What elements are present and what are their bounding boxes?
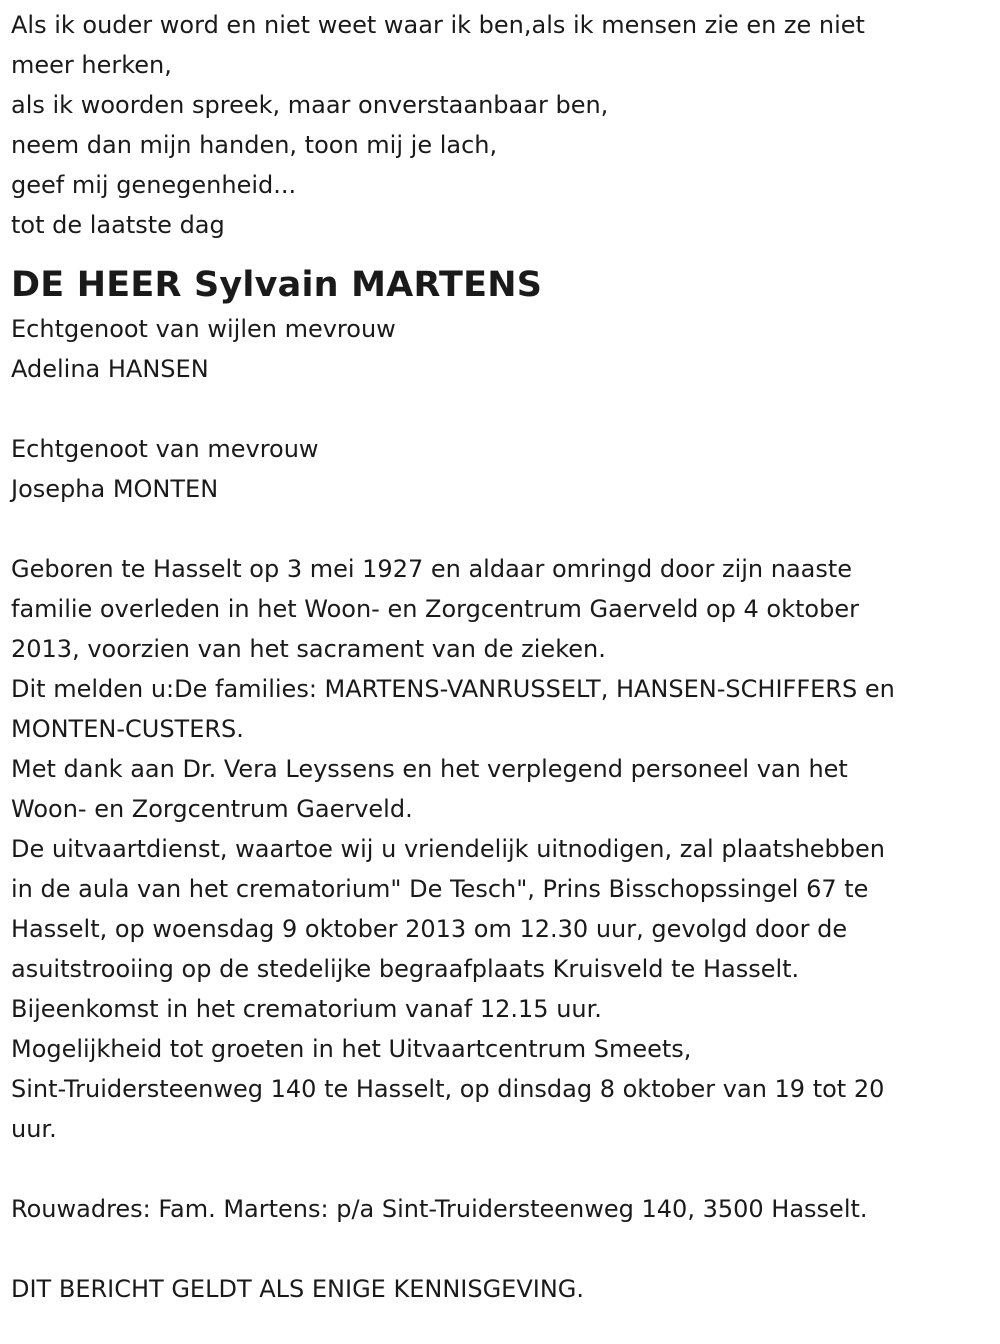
body-line: MONTEN-CUSTERS. [11,715,244,743]
announcement-body [11,549,990,1149]
body-line: Mogelijkheid tot groeten in het Uitvaartcentrum Smeets, [11,1035,692,1063]
body-line: 2013, voorzien van het sacrament van de zieken. [11,635,606,663]
spacer [11,1229,990,1269]
mourning-address: Rouwadres: Fam. Martens: p/a Sint-Truidersteenweg 140, 3500 Hasselt. [11,1195,868,1223]
body-line: Dit melden u:De families: MARTENS-VANRUSSELT, HANSEN-SCHIFFERS en [11,675,895,703]
body-line: Met dank aan Dr. Vera Leyssens en het verplegend personeel van het [11,755,848,783]
body-line: Geboren te Hasselt op 3 mei 1927 en aldaar omringd door zijn naaste [11,555,853,583]
spouse-line: Echtgenoot van wijlen mevrouw [11,315,396,343]
spouse-line: Echtgenoot van mevrouw [11,435,319,463]
spacer [11,1149,990,1189]
poem-line: als ik woorden spreek, maar onverstaanbaar ben, [11,91,609,119]
body-line: Woon- en Zorgcentrum Gaerveld. [11,795,413,823]
poem [11,5,990,245]
notice-text: DIT BERICHT GELDT ALS ENIGE KENNISGEVING. [11,1275,585,1303]
body-line: Sint-Truidersteenweg 140 te Hasselt, op dinsdag 8 oktober van 19 tot 20 [11,1075,885,1103]
deceased-name: DE HEER Sylvain MARTENS [11,265,543,305]
spouse-current [11,429,990,509]
poem-line: tot de laatste dag [11,211,225,239]
poem-line: Als ik ouder word en niet weet waar ik ben,als ik mensen zie en ze niet [11,11,865,39]
body-line: asuitstrooiing op de stedelijke begraafplaats Kruisveld te Hasselt. [11,955,800,983]
poem-line: geef mij genegenheid... [11,171,297,199]
spacer [11,389,990,429]
poem-line: meer herken, [11,51,172,79]
body-line: in de aula van het crematorium" De Tesch", Prins Bisschopssingel 67 te [11,875,869,903]
body-line: familie overleden in het Woon- en Zorgcentrum Gaerveld op 4 oktober [11,595,859,623]
body-line: Bijeenkomst in het crematorium vanaf 12.15 uur. [11,995,602,1023]
spacer [11,509,990,549]
poem-line: neem dan mijn handen, toon mij je lach, [11,131,498,159]
spouse-late [11,309,990,389]
body-line: uur. [11,1115,57,1143]
body-line: De uitvaartdienst, waartoe wij u vriendelijk uitnodigen, zal plaatshebben [11,835,885,863]
spouse-line: Josepha MONTEN [11,475,219,503]
body-line: Hasselt, op woensdag 9 oktober 2013 om 12.30 uur, gevolgd door de [11,915,848,943]
spouse-line: Adelina HANSEN [11,355,209,383]
